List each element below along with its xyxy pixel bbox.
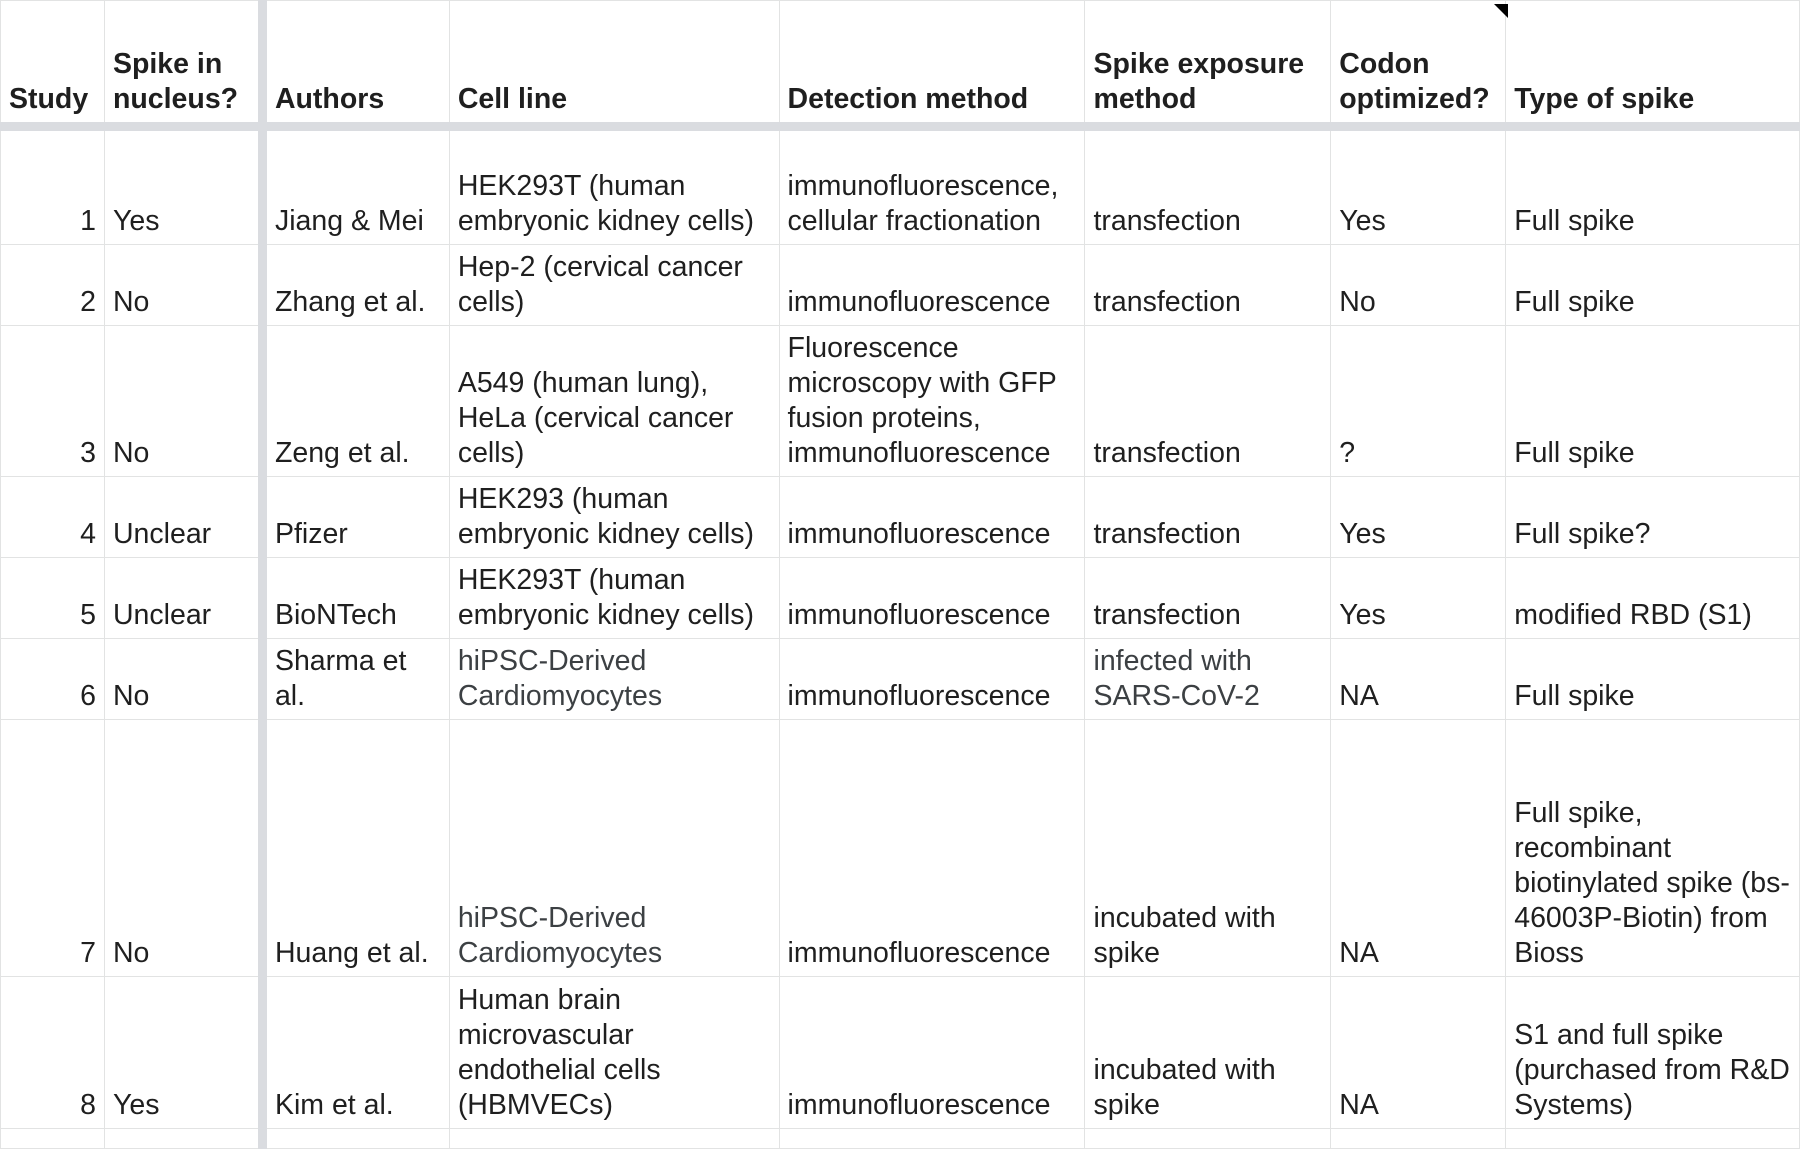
cell-authors[interactable]: Huang et al. — [262, 720, 449, 977]
table-row — [1, 245, 1800, 326]
cell-empty[interactable] — [449, 1129, 779, 1149]
cell-detection[interactable]: immunofluorescence — [779, 245, 1085, 326]
cell-codon[interactable]: Yes — [1331, 127, 1506, 245]
table-row — [1, 639, 1800, 720]
cell-cell-line[interactable]: Human brain microvascular endothelial cells (HBMVECs) — [449, 977, 779, 1129]
header-type[interactable]: Type of spike — [1506, 1, 1800, 127]
cell-empty[interactable] — [104, 1129, 262, 1149]
cell-exposure[interactable]: transfection — [1085, 245, 1331, 326]
cell-codon[interactable]: Yes — [1331, 477, 1506, 558]
cell-study[interactable]: 2 — [1, 245, 105, 326]
cell-type[interactable]: Full spike — [1506, 326, 1800, 477]
cell-authors[interactable]: Zhang et al. — [262, 245, 449, 326]
cell-nucleus[interactable]: Yes — [104, 127, 262, 245]
comment-indicator-icon[interactable] — [1494, 4, 1508, 18]
cell-nucleus[interactable]: No — [104, 639, 262, 720]
cell-authors[interactable]: Zeng et al. — [262, 326, 449, 477]
cell-detection[interactable]: immunofluorescence — [779, 477, 1085, 558]
cell-cell-line[interactable]: HEK293T (human embryonic kidney cells) — [449, 127, 779, 245]
cell-study[interactable]: 5 — [1, 558, 105, 639]
cell-exposure[interactable]: transfection — [1085, 477, 1331, 558]
header-detection[interactable]: Detection method — [779, 1, 1085, 127]
header-nucleus[interactable]: Spike in nucleus? — [104, 1, 262, 127]
cell-nucleus[interactable]: No — [104, 245, 262, 326]
cell-study[interactable]: 1 — [1, 127, 105, 245]
cell-detection[interactable]: immunofluorescence, cellular fractionation — [779, 127, 1085, 245]
cell-empty[interactable] — [1331, 1129, 1506, 1149]
cell-exposure[interactable]: incubated with spike — [1085, 720, 1331, 977]
cell-cell-line[interactable]: hiPSC-Derived Cardiomyocytes — [449, 639, 779, 720]
cell-cell-line[interactable]: Hep-2 (cervical cancer cells) — [449, 245, 779, 326]
cell-codon[interactable]: NA — [1331, 977, 1506, 1129]
cell-cell-line[interactable]: HEK293T (human embryonic kidney cells) — [449, 558, 779, 639]
table-row — [1, 558, 1800, 639]
cell-nucleus[interactable]: No — [104, 326, 262, 477]
cell-type[interactable]: S1 and full spike (purchased from R&D Systems) — [1506, 977, 1800, 1129]
cell-type[interactable]: Full spike — [1506, 245, 1800, 326]
cell-type[interactable]: Full spike, recombinant biotinylated spike (bs-46003P-Biotin) from Bioss — [1506, 720, 1800, 977]
cell-exposure[interactable]: transfection — [1085, 558, 1331, 639]
cell-cell-line[interactable]: hiPSC-Derived Cardiomyocytes — [449, 720, 779, 977]
cell-detection[interactable]: immunofluorescence — [779, 558, 1085, 639]
cell-authors[interactable]: Jiang & Mei — [262, 127, 449, 245]
cell-exposure[interactable]: transfection — [1085, 326, 1331, 477]
cell-exposure[interactable]: incubated with spike — [1085, 977, 1331, 1129]
cell-codon[interactable]: ? — [1331, 326, 1506, 477]
cell-study[interactable]: 4 — [1, 477, 105, 558]
header-codon[interactable]: Codon optimized? — [1331, 1, 1506, 127]
cell-codon[interactable]: Yes — [1331, 558, 1506, 639]
cell-type[interactable]: Full spike — [1506, 639, 1800, 720]
cell-exposure[interactable]: infected with SARS-CoV-2 — [1085, 639, 1331, 720]
table-row — [1, 977, 1800, 1129]
table-row — [1, 477, 1800, 558]
cell-empty[interactable] — [1506, 1129, 1800, 1149]
cell-study[interactable]: 7 — [1, 720, 105, 977]
cell-codon[interactable]: NA — [1331, 720, 1506, 977]
table-row — [1, 1129, 1800, 1149]
cell-nucleus[interactable]: Yes — [104, 977, 262, 1129]
header-authors[interactable]: Authors — [262, 1, 449, 127]
table-row — [1, 720, 1800, 977]
cell-type[interactable]: Full spike — [1506, 127, 1800, 245]
table-row — [1, 127, 1800, 245]
header-row — [1, 1, 1800, 127]
cell-codon[interactable]: NA — [1331, 639, 1506, 720]
cell-authors[interactable]: BioNTech — [262, 558, 449, 639]
cell-detection[interactable]: immunofluorescence — [779, 639, 1085, 720]
cell-empty[interactable] — [262, 1129, 449, 1149]
cell-nucleus[interactable]: No — [104, 720, 262, 977]
cell-authors[interactable]: Kim et al. — [262, 977, 449, 1129]
cell-study[interactable]: 3 — [1, 326, 105, 477]
header-study[interactable]: Study — [1, 1, 105, 127]
cell-cell-line[interactable]: A549 (human lung), HeLa (cervical cancer cells) — [449, 326, 779, 477]
cell-empty[interactable] — [1, 1129, 105, 1149]
cell-cell-line[interactable]: HEK293 (human embryonic kidney cells) — [449, 477, 779, 558]
cell-empty[interactable] — [779, 1129, 1085, 1149]
cell-authors[interactable]: Sharma et al. — [262, 639, 449, 720]
header-exposure[interactable]: Spike exposure method — [1085, 1, 1331, 127]
header-cell-line[interactable]: Cell line — [449, 1, 779, 127]
cell-detection[interactable]: immunofluorescence — [779, 720, 1085, 977]
table-row — [1, 326, 1800, 477]
cell-detection[interactable]: Fluorescence microscopy with GFP fusion proteins, immunofluorescence — [779, 326, 1085, 477]
cell-nucleus[interactable]: Unclear — [104, 477, 262, 558]
cell-authors[interactable]: Pfizer — [262, 477, 449, 558]
cell-exposure[interactable]: transfection — [1085, 127, 1331, 245]
cell-study[interactable]: 6 — [1, 639, 105, 720]
cell-empty[interactable] — [1085, 1129, 1331, 1149]
cell-detection[interactable]: immunofluorescence — [779, 977, 1085, 1129]
cell-type[interactable]: Full spike? — [1506, 477, 1800, 558]
cell-codon[interactable]: No — [1331, 245, 1506, 326]
cell-nucleus[interactable]: Unclear — [104, 558, 262, 639]
cell-type[interactable]: modified RBD (S1) — [1506, 558, 1800, 639]
cell-study[interactable]: 8 — [1, 977, 105, 1129]
